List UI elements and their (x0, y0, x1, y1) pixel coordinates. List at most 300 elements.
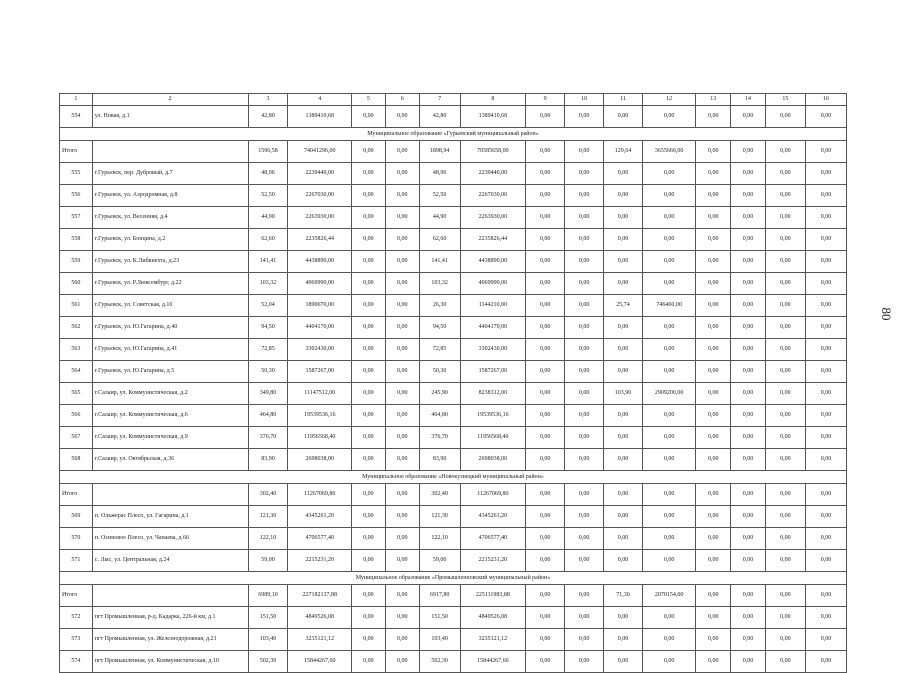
table-cell: 2263930,00 (288, 207, 352, 229)
table-cell: 0,00 (604, 163, 643, 185)
table-cell: 0,00 (696, 550, 731, 572)
table-cell: 0,00 (385, 550, 419, 572)
table-cell: 6917,80 (419, 585, 460, 607)
table-cell: 0,00 (696, 339, 731, 361)
table-cell: 0,00 (352, 506, 386, 528)
table-cell: 0,00 (805, 629, 846, 651)
table-cell: 0,00 (765, 106, 805, 128)
table-cell: 62,60 (419, 229, 460, 251)
table-cell: 0,00 (604, 251, 643, 273)
column-header: 9 (526, 94, 565, 106)
table-cell: г.Салаир, ул. Октябрьская, д.36 (92, 449, 248, 471)
table-cell: 0,00 (352, 339, 386, 361)
table-cell: 376,70 (419, 427, 460, 449)
table-cell: 0,00 (731, 185, 766, 207)
table-cell: г.Гурьевск, ул. Ю.Гагарина, д.40 (92, 317, 248, 339)
table-cell: 0,00 (731, 607, 766, 629)
table-cell: 0,00 (385, 106, 419, 128)
table-cell: 0,00 (765, 229, 805, 251)
table-cell: 0,00 (765, 651, 805, 673)
table-cell: 555 (60, 163, 93, 185)
table-cell: 3302430,00 (460, 339, 526, 361)
table-cell: 0,00 (565, 405, 604, 427)
table-cell: 0,00 (696, 163, 731, 185)
table-cell: 0,00 (565, 484, 604, 506)
table-cell: 0,00 (604, 207, 643, 229)
table-cell: 0,00 (604, 506, 643, 528)
table-row (60, 295, 847, 317)
table-cell: 0,00 (765, 339, 805, 361)
table-cell: 0,00 (696, 251, 731, 273)
table-cell: 0,00 (731, 361, 766, 383)
table-cell: 122,10 (419, 528, 460, 550)
table-cell: 0,00 (765, 273, 805, 295)
table-cell: 0,00 (565, 629, 604, 651)
table-cell: г.Гурьевск, ул. Ю.Гагарина, д.41 (92, 339, 248, 361)
table-cell: 556 (60, 185, 93, 207)
table-cell: 0,00 (526, 251, 565, 273)
table-cell: 0,00 (526, 273, 565, 295)
table-cell: Итого (60, 141, 93, 163)
table-cell: 0,00 (696, 229, 731, 251)
table-cell: 0,00 (385, 229, 419, 251)
table-cell: 0,00 (696, 629, 731, 651)
table-cell: г.Салаир, ул. Коммунистическая, д.6 (92, 405, 248, 427)
table-cell: 11956568,40 (288, 427, 352, 449)
table-cell: 4438890,00 (460, 251, 526, 273)
table-cell: 563 (60, 339, 93, 361)
table-row (60, 607, 847, 629)
table-cell: 0,00 (731, 506, 766, 528)
table-cell: 6989,10 (248, 585, 288, 607)
table-cell: 4438890,00 (288, 251, 352, 273)
table-cell: 0,00 (643, 629, 696, 651)
table-cell: 141,41 (419, 251, 460, 273)
section-heading-row (60, 471, 847, 484)
table-cell: 0,00 (565, 550, 604, 572)
table-cell: 0,00 (643, 251, 696, 273)
table-cell: 0,00 (696, 405, 731, 427)
table-cell: 0,00 (385, 317, 419, 339)
table-cell: 574 (60, 651, 93, 673)
table-row (60, 361, 847, 383)
table-cell: 0,00 (565, 295, 604, 317)
table-cell: 566 (60, 405, 93, 427)
table-cell: 0,00 (526, 506, 565, 528)
table-cell: 52,50 (419, 185, 460, 207)
table-cell: 44,90 (419, 207, 460, 229)
table-cell: 0,00 (352, 427, 386, 449)
header-row (60, 94, 847, 106)
table-cell: 59,00 (248, 550, 288, 572)
table-row (60, 506, 847, 528)
table-cell: 4706577,40 (460, 528, 526, 550)
table-cell: 151,50 (419, 607, 460, 629)
table-cell: Итого (60, 484, 93, 506)
table-cell: 0,00 (385, 629, 419, 651)
table-cell: 0,00 (805, 550, 846, 572)
table-cell: 0,00 (643, 484, 696, 506)
table-cell: 349,80 (248, 383, 288, 405)
table-cell: 0,00 (526, 185, 565, 207)
total-row (60, 585, 847, 607)
table-cell: 0,00 (385, 506, 419, 528)
column-header: 14 (731, 94, 766, 106)
table-cell: 0,00 (765, 607, 805, 629)
table-cell: 1389410,68 (288, 106, 352, 128)
table-cell: г.Салаир, ул. Коммунистическая, д.9 (92, 427, 248, 449)
table-cell: 52,50 (248, 185, 288, 207)
table-cell: 8238312,00 (460, 383, 526, 405)
table-cell: 0,00 (643, 361, 696, 383)
table-cell: с. Лыс, ул. Центральная, д.24 (92, 550, 248, 572)
table-cell: 0,00 (385, 141, 419, 163)
table-cell: 0,00 (565, 528, 604, 550)
table-cell: 0,00 (526, 550, 565, 572)
table-cell: 0,00 (696, 361, 731, 383)
section-heading: Муниципальное образование «Гурьевский муниципальный район» (60, 128, 847, 141)
table-cell: 0,00 (385, 251, 419, 273)
table-cell: 1587267,00 (460, 361, 526, 383)
table-cell: 2239440,00 (288, 163, 352, 185)
table-cell: 0,00 (565, 163, 604, 185)
table-cell: 0,00 (643, 427, 696, 449)
table-cell: 0,00 (352, 484, 386, 506)
table-cell: 25,74 (604, 295, 643, 317)
table-cell: 0,00 (696, 141, 731, 163)
table-cell: 2215231,20 (288, 550, 352, 572)
column-header: 4 (288, 94, 352, 106)
section-heading-row (60, 572, 847, 585)
data-table (59, 93, 847, 673)
table-cell: 59,00 (419, 550, 460, 572)
table-cell: 0,00 (805, 106, 846, 128)
table-cell: 0,00 (731, 629, 766, 651)
table-cell: 15844267,60 (460, 651, 526, 673)
table-cell: 0,00 (696, 317, 731, 339)
table-cell: 0,00 (765, 141, 805, 163)
table-cell: 1898,94 (419, 141, 460, 163)
table-cell: 0,00 (805, 251, 846, 273)
table-cell: 0,00 (696, 185, 731, 207)
table-cell: 0,00 (765, 449, 805, 471)
table-cell: 0,00 (805, 339, 846, 361)
table-cell: 0,00 (385, 405, 419, 427)
table-cell: 0,00 (643, 528, 696, 550)
table-cell: 0,00 (604, 106, 643, 128)
table-cell (92, 484, 248, 506)
table-cell: 0,00 (526, 528, 565, 550)
table-cell: 0,00 (352, 383, 386, 405)
column-header: 16 (805, 94, 846, 106)
table-cell: 62,60 (248, 229, 288, 251)
table-cell: 15844267,60 (288, 651, 352, 673)
table-cell: 0,00 (643, 106, 696, 128)
table-cell: 0,00 (604, 317, 643, 339)
table-row (60, 163, 847, 185)
table-cell: 564 (60, 361, 93, 383)
table-row (60, 273, 847, 295)
table-cell: 0,00 (805, 273, 846, 295)
table-cell: 19539536,16 (460, 405, 526, 427)
table-cell: 0,00 (731, 229, 766, 251)
table-cell: 0,00 (805, 141, 846, 163)
column-header: 8 (460, 94, 526, 106)
table-cell: 0,00 (731, 273, 766, 295)
table-cell: 464,80 (419, 405, 460, 427)
table-cell: 1389410,68 (460, 106, 526, 128)
table-cell: 302,40 (419, 484, 460, 506)
table-cell: 0,00 (352, 295, 386, 317)
table-cell: 4345261,20 (460, 506, 526, 528)
table-row (60, 449, 847, 471)
table-cell: 0,00 (385, 361, 419, 383)
table-cell: 0,00 (526, 629, 565, 651)
table-cell: 0,00 (565, 317, 604, 339)
table-cell: 0,00 (604, 405, 643, 427)
table-row (60, 383, 847, 405)
table-cell: 72,85 (248, 339, 288, 361)
table-cell: 2235826,44 (288, 229, 352, 251)
table-cell: 0,00 (604, 449, 643, 471)
table-row (60, 339, 847, 361)
table-cell: 0,00 (565, 207, 604, 229)
table-cell: 502,30 (248, 651, 288, 673)
table-cell: 0,00 (604, 528, 643, 550)
table-cell: 11147512,00 (288, 383, 352, 405)
table-cell: г.Гурьевск, ул. К.Либкнехта, д.23 (92, 251, 248, 273)
table-cell: 569 (60, 506, 93, 528)
table-cell: 52,04 (248, 295, 288, 317)
table-cell: 0,00 (526, 141, 565, 163)
table-cell: 2070154,00 (643, 585, 696, 607)
column-header: 2 (92, 94, 248, 106)
table-cell: 0,00 (731, 449, 766, 471)
table-cell: 560 (60, 273, 93, 295)
table-cell: 4069990,00 (460, 273, 526, 295)
table-cell: 245,90 (419, 383, 460, 405)
section-heading: Муниципальное образование «Новокузнецкий муниципальный район» (60, 471, 847, 484)
column-header: 1 (60, 94, 93, 106)
table-cell: 0,00 (731, 163, 766, 185)
table-cell: 0,00 (385, 484, 419, 506)
table-cell: 122,10 (248, 528, 288, 550)
table-cell: 0,00 (352, 229, 386, 251)
table-row (60, 427, 847, 449)
page-number: 80 (879, 307, 894, 321)
table-cell: г.Гурьевск, пер. Дубровый, д.7 (92, 163, 248, 185)
table-cell: 567 (60, 427, 93, 449)
table-cell: 0,00 (565, 607, 604, 629)
table-cell: 3235121,12 (460, 629, 526, 651)
table-cell: 0,00 (385, 651, 419, 673)
table-row (60, 405, 847, 427)
table-cell: 0,00 (696, 106, 731, 128)
table-cell: 2698038,00 (288, 449, 352, 471)
table-cell: 0,00 (352, 185, 386, 207)
table-cell: 0,00 (696, 528, 731, 550)
table-cell: 83,90 (248, 449, 288, 471)
table-cell: 0,00 (805, 506, 846, 528)
table-cell: 0,00 (805, 607, 846, 629)
table-cell: 0,00 (765, 295, 805, 317)
table-cell: 103,32 (248, 273, 288, 295)
table-cell: 0,00 (604, 629, 643, 651)
table-cell: 0,00 (604, 484, 643, 506)
table-cell: 0,00 (604, 185, 643, 207)
table-cell: 0,00 (565, 361, 604, 383)
table-cell: 554 (60, 106, 93, 128)
table-cell: 0,00 (565, 506, 604, 528)
column-header: 15 (765, 94, 805, 106)
table-cell: 0,00 (352, 251, 386, 273)
table-cell: 3302430,00 (288, 339, 352, 361)
table-cell: 0,00 (765, 629, 805, 651)
column-header: 10 (565, 94, 604, 106)
table-cell: 0,00 (805, 528, 846, 550)
table-cell: 1890670,00 (288, 295, 352, 317)
table-cell: 0,00 (643, 339, 696, 361)
table-cell: 0,00 (385, 383, 419, 405)
table-cell: 0,00 (765, 383, 805, 405)
table-cell: 0,00 (565, 427, 604, 449)
table-cell: 48,96 (419, 163, 460, 185)
table-cell: 129,64 (604, 141, 643, 163)
table-cell: 0,00 (805, 427, 846, 449)
table-cell: 746460,00 (643, 295, 696, 317)
table-cell: 0,00 (731, 251, 766, 273)
table-cell: 0,00 (696, 295, 731, 317)
table-cell: 0,00 (352, 361, 386, 383)
table-cell: 0,00 (643, 207, 696, 229)
table-cell: 0,00 (643, 163, 696, 185)
table-cell: 0,00 (805, 317, 846, 339)
table-cell: 50,30 (248, 361, 288, 383)
table-cell: 0,00 (565, 383, 604, 405)
table-cell: 0,00 (731, 383, 766, 405)
table-cell: 0,00 (352, 585, 386, 607)
table-cell: пгт Промышленная, ул. Железнодорожная, д.21 (92, 629, 248, 651)
table-cell: 0,00 (565, 106, 604, 128)
table-cell: 0,00 (526, 163, 565, 185)
table-cell: 0,00 (731, 585, 766, 607)
table-cell: 0,00 (805, 585, 846, 607)
table-cell: 0,00 (643, 506, 696, 528)
table-cell: 0,00 (696, 273, 731, 295)
table-cell: 0,00 (385, 528, 419, 550)
table-cell: 0,00 (352, 528, 386, 550)
table-cell: 0,00 (565, 141, 604, 163)
table-cell: 0,00 (526, 207, 565, 229)
table-cell: 565 (60, 383, 93, 405)
table-cell: 4404170,00 (460, 317, 526, 339)
table-cell: 0,00 (385, 163, 419, 185)
table-cell: 0,00 (696, 607, 731, 629)
table-cell: 0,00 (765, 361, 805, 383)
table-cell: 2235826,44 (460, 229, 526, 251)
column-header: 13 (696, 94, 731, 106)
table-cell: 0,00 (805, 229, 846, 251)
table-cell: 0,00 (765, 251, 805, 273)
table-cell: 42,80 (248, 106, 288, 128)
table-cell: 11956568,40 (460, 427, 526, 449)
table-cell: 0,00 (696, 383, 731, 405)
table-cell: 1144210,00 (460, 295, 526, 317)
table-cell: 557 (60, 207, 93, 229)
table-cell: 0,00 (352, 317, 386, 339)
table-cell: 0,00 (385, 427, 419, 449)
table-cell: 0,00 (565, 185, 604, 207)
table-cell: 0,00 (385, 295, 419, 317)
table-cell: 0,00 (696, 506, 731, 528)
table-cell: 42,80 (419, 106, 460, 128)
table-cell: 0,00 (352, 141, 386, 163)
table-cell: 0,00 (805, 207, 846, 229)
table-cell: 0,00 (643, 229, 696, 251)
table-cell: 0,00 (731, 207, 766, 229)
table-cell: 26,30 (419, 295, 460, 317)
table-cell: 0,00 (565, 251, 604, 273)
table-cell: 83,90 (419, 449, 460, 471)
table-cell: 0,00 (643, 273, 696, 295)
table-cell: 0,00 (805, 383, 846, 405)
table-cell: 2698038,00 (460, 449, 526, 471)
table-cell: 71,30 (604, 585, 643, 607)
table-cell: 0,00 (352, 273, 386, 295)
section-heading: Муниципальное образование «Промышленновский муниципальный район» (60, 572, 847, 585)
table-cell: 464,80 (248, 405, 288, 427)
table-cell: 151,50 (248, 607, 288, 629)
table-cell: 0,00 (765, 163, 805, 185)
table-cell: 0,00 (765, 427, 805, 449)
table-cell: 0,00 (765, 317, 805, 339)
column-header: 12 (643, 94, 696, 106)
table-cell: 0,00 (805, 361, 846, 383)
table-cell: 3235121,12 (288, 629, 352, 651)
table-cell: 0,00 (765, 585, 805, 607)
table-row (60, 528, 847, 550)
table-cell: 0,00 (526, 229, 565, 251)
table-cell: 2267030,00 (460, 185, 526, 207)
table-cell: 568 (60, 449, 93, 471)
table-cell: ул. Новая, д.1 (92, 106, 248, 128)
table-cell: Итого (60, 585, 93, 607)
table-row (60, 550, 847, 572)
table-cell: 2267030,00 (288, 185, 352, 207)
table-row (60, 185, 847, 207)
table-cell: 0,00 (805, 295, 846, 317)
table-cell: 2263930,00 (460, 207, 526, 229)
table-cell: 2239440,00 (460, 163, 526, 185)
table-cell: 2215231,20 (460, 550, 526, 572)
table-cell: 0,00 (385, 449, 419, 471)
table-cell: 1596,58 (248, 141, 288, 163)
table-cell: 0,00 (385, 585, 419, 607)
table-cell: 0,00 (643, 317, 696, 339)
table-cell: 0,00 (565, 651, 604, 673)
table-cell: 0,00 (526, 484, 565, 506)
table-cell: 0,00 (526, 383, 565, 405)
table-cell: 0,00 (604, 651, 643, 673)
table-cell: 0,00 (805, 163, 846, 185)
table-cell: 0,00 (731, 550, 766, 572)
table-cell: 0,00 (696, 449, 731, 471)
table-cell: 573 (60, 629, 93, 651)
table-cell: 0,00 (643, 185, 696, 207)
table-cell: 0,00 (696, 207, 731, 229)
table-cell: 2909200,00 (643, 383, 696, 405)
table-cell: 72,85 (419, 339, 460, 361)
